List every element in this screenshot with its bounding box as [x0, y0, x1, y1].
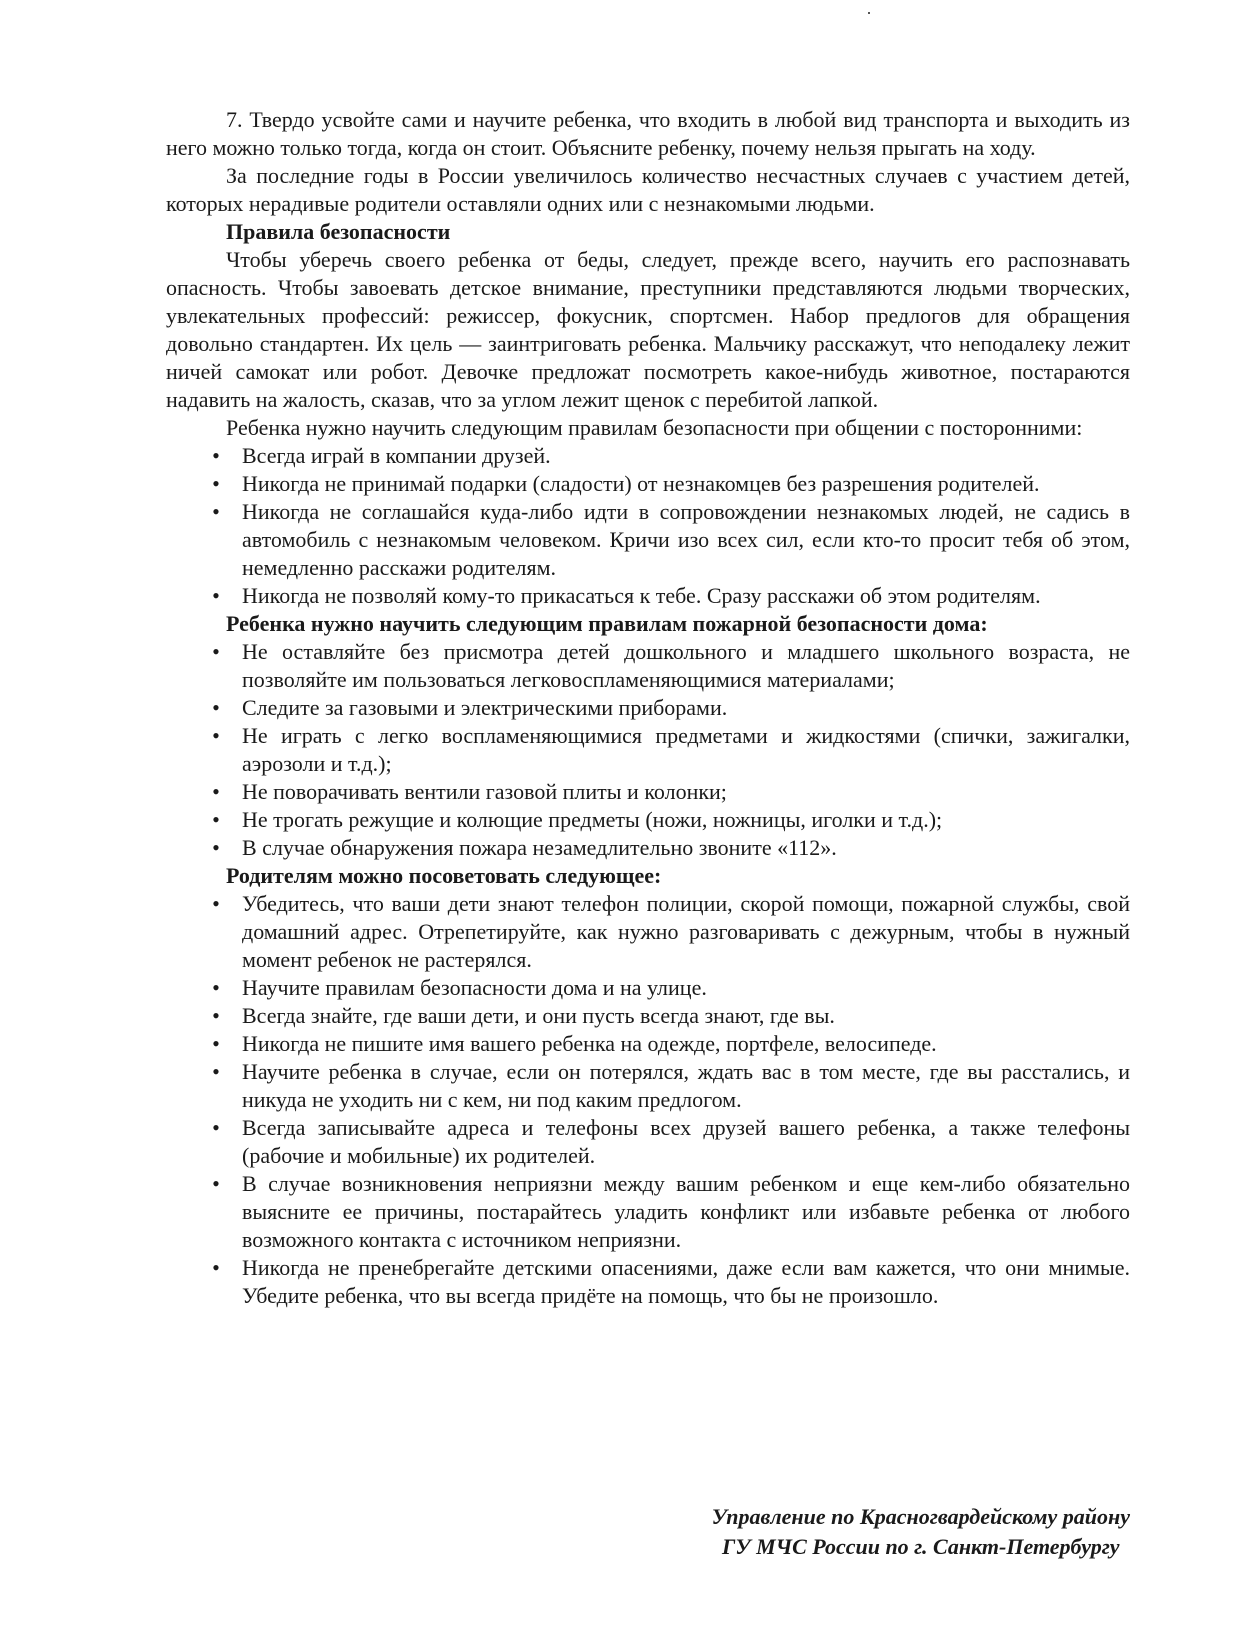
list-item-text: Никогда не позволяй кому-то прикасаться к тебе. Сразу расскажи об этом родителям.	[242, 583, 1041, 608]
safety-rules-heading: Правила безопасности	[226, 219, 451, 244]
scan-speck	[868, 12, 870, 14]
bullet-icon: •	[212, 1171, 220, 1196]
bullet-icon: •	[212, 723, 220, 748]
list-item	[166, 1170, 1130, 1254]
list-item-text: Не играть с легко воспламеняющимися предметами и жидкостями (спички, зажигалки, аэрозоли и т.д.);	[242, 723, 1130, 776]
list-item-text: Научите правилам безопасности дома и на улице.	[242, 975, 707, 1000]
statistics-paragraph: За последние годы в России увеличилось количество несчастных случаев с участием детей, которых нерадивые родители оставляли одних или с незнакомыми людьми.	[166, 163, 1130, 216]
list-item-text: Никогда не соглашайся куда-либо идти в сопровождении незнакомых людей, не садись в автомобиль с незнакомым человеком. Кричи изо всех сил, если кто-то просит тебя об этом, немедленно расскажи родителям.	[242, 499, 1130, 580]
list-item	[166, 1002, 1130, 1030]
fire-safety-heading: Ребенка нужно научить следующим правилам пожарной безопасности дома:	[226, 611, 988, 636]
safety-intro-paragraph: Чтобы уберечь своего ребенка от беды, следует, прежде всего, научить его распознавать опасность. Чтобы завоевать детское внимание, преступники представляются людьми творческих, увлекательных профессий: режиссер, фокусник, спортсмен. Набор предлогов для обращения довольно стандартен. Их цель — заинтриговать ребенка. Мальчику расскажут, что неподалеку лежит ничей самокат или робот. Девочке предложат посмотреть какое-нибудь животное, постараются надавить на жалость, сказав, что за углом лежит щенок с перебитой лапкой.	[166, 247, 1130, 412]
bullet-icon: •	[212, 1255, 220, 1280]
list-item	[166, 834, 1130, 862]
list-item-text: В случае обнаружения пожара незамедлительно звоните «112».	[242, 835, 837, 860]
bullet-icon: •	[212, 583, 220, 608]
list-item-text: В случае возникновения неприязни между вашим ребенком и еще кем-либо обязательно выясните ее причины, постарайтесь уладить конфликт или избавьте ребенка от любого возможного контакта с источником неприязни.	[242, 1171, 1130, 1252]
fire-safety-list	[166, 638, 1130, 862]
list-item-text: Следите за газовыми и электрическими приборами.	[242, 695, 728, 720]
bullet-icon: •	[212, 1115, 220, 1140]
parents-advice-list	[166, 890, 1130, 1310]
bullet-icon: •	[212, 1031, 220, 1056]
list-item	[166, 638, 1130, 694]
list-item-text: Не поворачивать вентили газовой плиты и колонки;	[242, 779, 727, 804]
list-item	[166, 778, 1130, 806]
list-item	[166, 582, 1130, 610]
bullet-icon: •	[212, 807, 220, 832]
bullet-icon: •	[212, 1059, 220, 1084]
list-item	[166, 890, 1130, 974]
list-item	[166, 722, 1130, 778]
list-item-text: Убедитесь, что ваши дети знают телефон полиции, скорой помощи, пожарной службы, свой домашний адрес. Отрепетируйте, как нужно разговаривать с дежурным, чтобы в нужный момент ребенок не растерялся.	[242, 891, 1130, 972]
signature-line-2: ГУ МЧС России по г. Санкт-Петербургу	[722, 1534, 1120, 1559]
bullet-icon: •	[212, 975, 220, 1000]
list-item-text: Всегда знайте, где ваши дети, и они пусть всегда знают, где вы.	[242, 1003, 835, 1028]
list-item-text: Никогда не пренебрегайте детскими опасениями, даже если вам кажется, что они мнимые. Убедите ребенка, что вы всегда придёте на помощь, что бы не произошло.	[242, 1255, 1130, 1308]
bullet-icon: •	[212, 1003, 220, 1028]
list-item	[166, 442, 1130, 470]
parents-advice-heading: Родителям можно посоветовать следующее:	[226, 863, 662, 888]
bullet-icon: •	[212, 779, 220, 804]
list-item	[166, 498, 1130, 582]
list-item	[166, 1254, 1130, 1310]
list-item	[166, 1030, 1130, 1058]
list-item	[166, 1114, 1130, 1170]
list-item	[166, 470, 1130, 498]
bullet-icon: •	[212, 695, 220, 720]
list-item	[166, 1058, 1130, 1114]
bullet-icon: •	[212, 891, 220, 916]
signature-line-1: Управление по Красногвардейскому району	[711, 1504, 1130, 1529]
list-item-text: Не оставляйте без присмотра детей дошкольного и младшего школьного возраста, не позволяйте им пользоваться легковоспламеняющимися материалами;	[242, 639, 1130, 692]
bullet-icon: •	[212, 471, 220, 496]
list-item	[166, 806, 1130, 834]
bullet-icon: •	[212, 639, 220, 664]
list-item	[166, 974, 1130, 1002]
list-item-text: Научите ребенка в случае, если он потерялся, ждать вас в том месте, где вы расстались, и никуда не уходить ни с кем, ни под каким предлогом.	[242, 1059, 1130, 1112]
list-item	[166, 694, 1130, 722]
point-7-paragraph: 7. Твердо усвойте сами и научите ребенка, что входить в любой вид транспорта и выходить из него можно только тогда, когда он стоит. Объясните ребенку, почему нельзя прыгать на ходу.	[166, 107, 1130, 160]
safety-lead-paragraph: Ребенка нужно научить следующим правилам безопасности при общении с посторонними:	[226, 415, 1083, 440]
signature-block	[712, 1502, 1130, 1562]
list-item-text: Не трогать режущие и колющие предметы (ножи, ножницы, иголки и т.д.);	[242, 807, 943, 832]
list-item-text: Никогда не принимай подарки (сладости) от незнакомцев без разрешения родителей.	[242, 471, 1040, 496]
safety-rules-list	[166, 442, 1130, 610]
bullet-icon: •	[212, 499, 220, 524]
bullet-icon: •	[212, 443, 220, 468]
list-item-text: Никогда не пишите имя вашего ребенка на одежде, портфеле, велосипеде.	[242, 1031, 937, 1056]
list-item-text: Всегда играй в компании друзей.	[242, 443, 551, 468]
bullet-icon: •	[212, 835, 220, 860]
list-item-text: Всегда записывайте адреса и телефоны всех друзей вашего ребенка, а также телефоны (рабочие и мобильные) их родителей.	[242, 1115, 1130, 1168]
